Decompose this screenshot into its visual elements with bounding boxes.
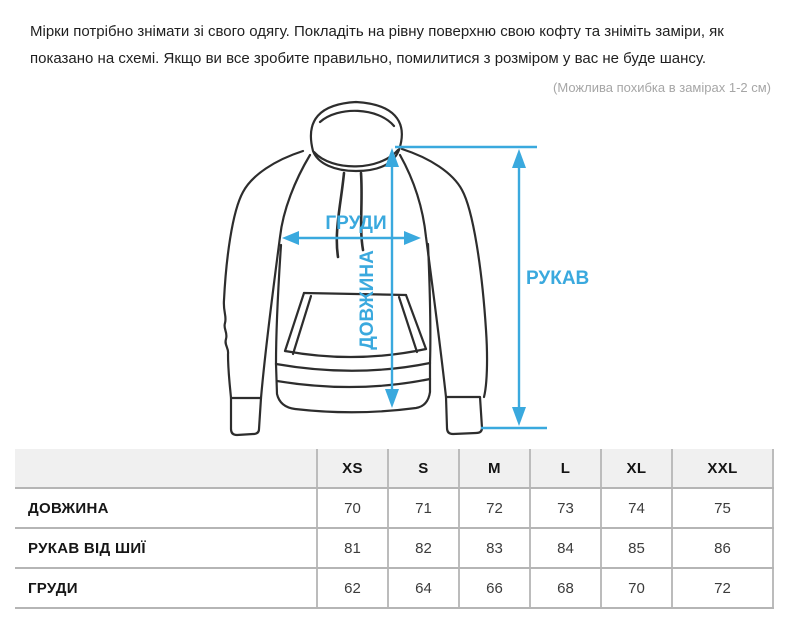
size-column-xl: XL xyxy=(601,449,672,488)
size-value: 70 xyxy=(601,568,672,608)
size-value: 75 xyxy=(672,488,773,528)
size-value: 72 xyxy=(672,568,773,608)
left-sleeve-inner xyxy=(261,155,310,398)
kangaroo-pocket xyxy=(285,293,426,357)
size-table xyxy=(15,449,774,609)
size-value: 81 xyxy=(317,528,388,568)
size-value: 82 xyxy=(388,528,459,568)
sleeve-arrowhead-up xyxy=(512,149,526,168)
size-value: 85 xyxy=(601,528,672,568)
chest-arrowhead-left xyxy=(282,231,299,245)
right-sleeve-inner xyxy=(400,155,446,397)
size-column-xs: XS xyxy=(317,449,388,488)
size-value: 71 xyxy=(388,488,459,528)
hem-band-seam xyxy=(277,379,430,387)
sleeve-arrowhead-down xyxy=(512,407,526,426)
size-table-header-row xyxy=(15,449,773,488)
size-column-m: M xyxy=(459,449,530,488)
size-value: 68 xyxy=(530,568,601,608)
size-column-l: L xyxy=(530,449,601,488)
hoodie-outline xyxy=(224,102,487,435)
size-value: 70 xyxy=(317,488,388,528)
measurement-tolerance-note: (Можлива похибка в замірах 1-2 см) xyxy=(553,80,771,95)
chest-label: ГРУДИ xyxy=(325,213,387,234)
body-bottom-edge xyxy=(276,363,430,371)
size-value: 72 xyxy=(459,488,530,528)
size-value: 83 xyxy=(459,528,530,568)
length-label: ДОВЖИНА xyxy=(357,250,378,350)
sleeve-label: РУКАВ xyxy=(526,268,590,289)
size-value: 86 xyxy=(672,528,773,568)
row-label-sleeve: РУКАВ ВІД ШИЇ xyxy=(15,528,317,568)
length-arrowhead-down xyxy=(385,389,399,408)
row-label-length: ДОВЖИНА xyxy=(15,488,317,528)
size-value: 66 xyxy=(459,568,530,608)
chest-arrowhead-right xyxy=(404,231,421,245)
table-row-chest xyxy=(15,568,773,608)
table-row-length xyxy=(15,488,773,528)
instructions-text: Мірки потрібно знімати зі свого одягу. Покладіть на рівну поверхню свою кофту та зніміть заміри, як показано на схемі. Якщо ви все зробите правильно, помилитися з розміром у вас не буде шансу. xyxy=(30,23,724,67)
size-value: 84 xyxy=(530,528,601,568)
right-cuff xyxy=(446,397,482,434)
size-column-s: S xyxy=(388,449,459,488)
row-label-chest: ГРУДИ xyxy=(15,568,317,608)
size-value: 73 xyxy=(530,488,601,528)
size-table-corner-cell xyxy=(15,449,317,488)
hood-opening-line xyxy=(320,111,394,126)
table-row-sleeve xyxy=(15,528,773,568)
sleeve-arrow xyxy=(395,147,589,428)
left-sleeve-outer xyxy=(224,151,303,398)
size-value: 64 xyxy=(388,568,459,608)
size-column-xxl: XXL xyxy=(672,449,773,488)
left-cuff xyxy=(231,398,261,435)
size-value: 62 xyxy=(317,568,388,608)
size-value: 74 xyxy=(601,488,672,528)
chest-arrow xyxy=(282,213,421,245)
